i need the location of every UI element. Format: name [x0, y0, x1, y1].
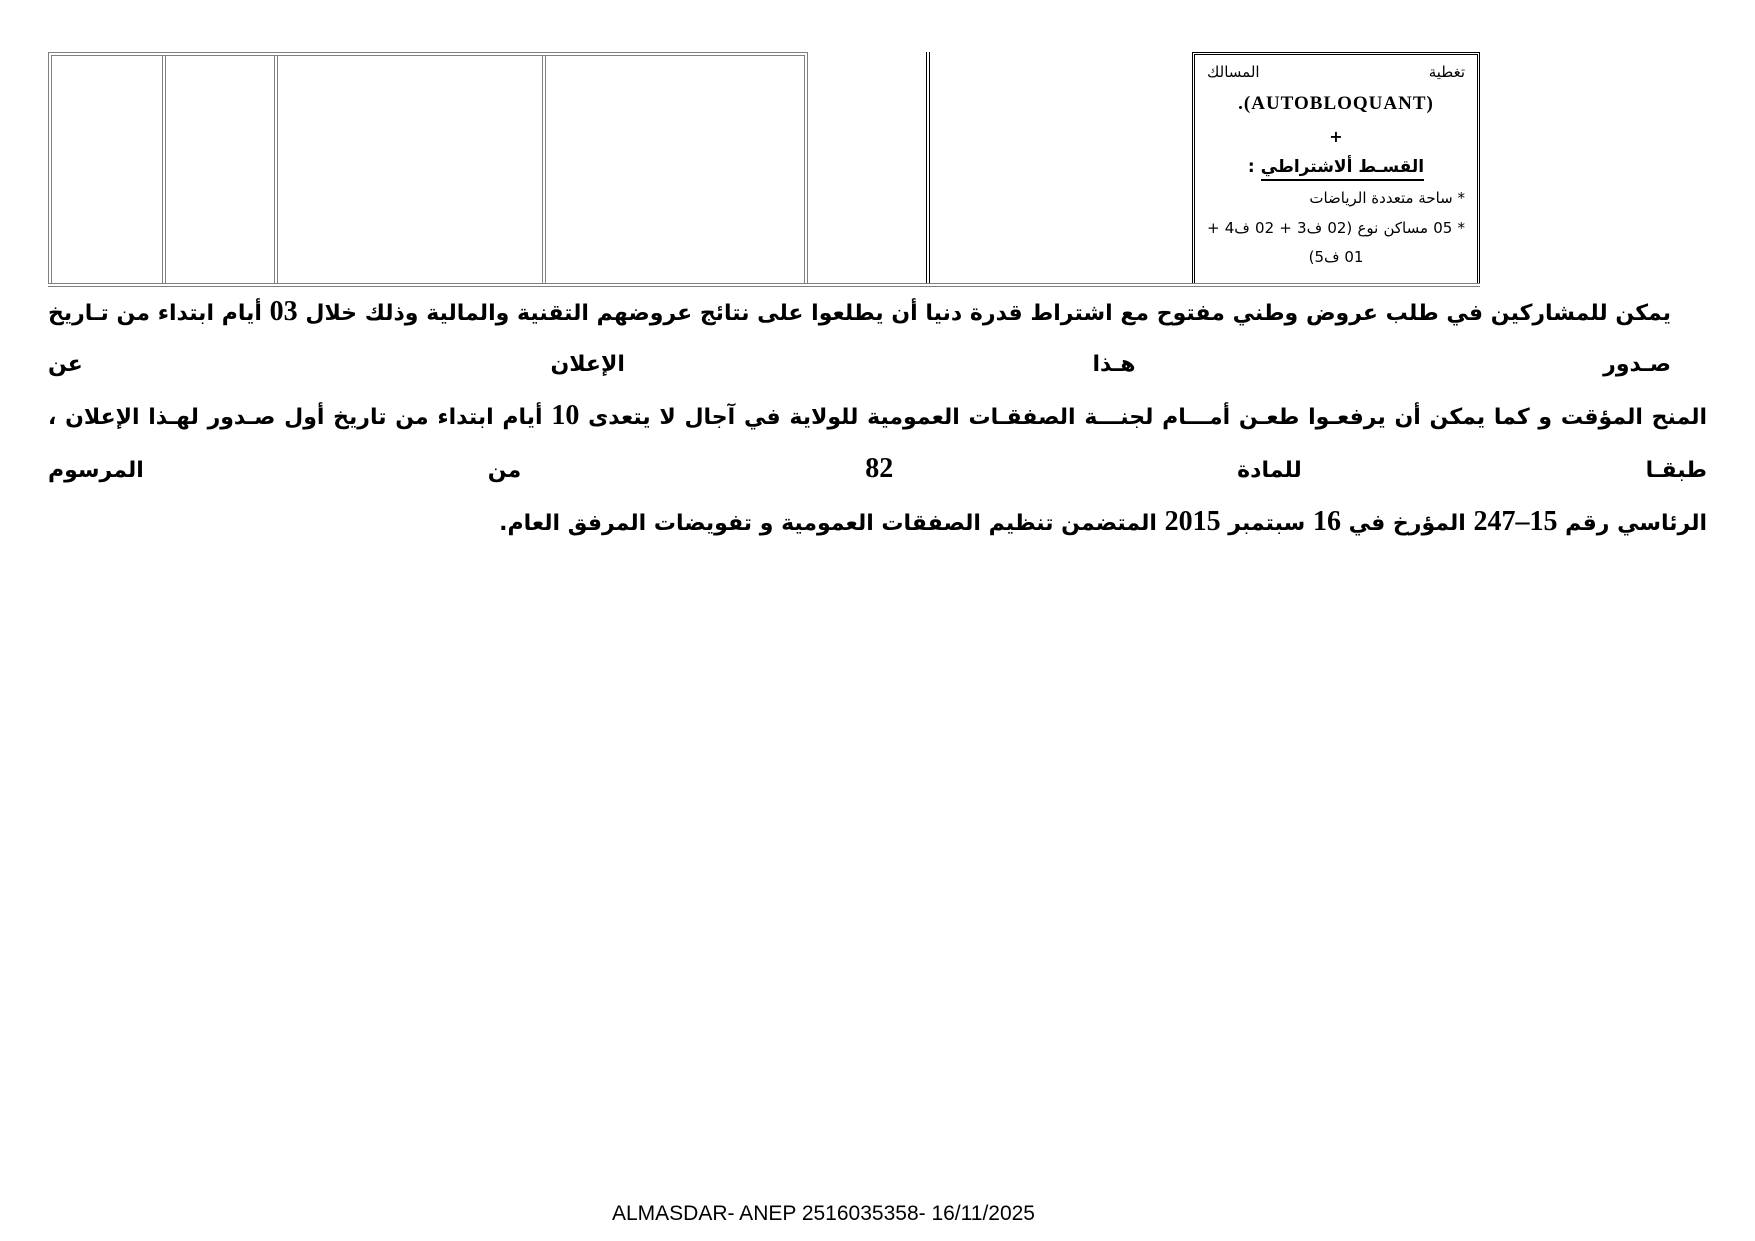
inline-number: 2015	[1164, 506, 1221, 537]
lot-coverage-word-right: تغطية	[1428, 63, 1465, 81]
paragraph-line-1: يمكن للمشاركين في طلب عروض وطني مفتوح مع اشتراط قدرة دنيا أن يطلعوا على نتائج عروضهم التقنية والمالية وذلك خلال 03 أيام ابتداء من تـاريخ صـدور هـذا الإعلان عن	[48, 296, 1672, 377]
lot-plus-sign: +	[1329, 126, 1343, 146]
lot-item-sports-area: * ساحة متعددة الرياضات	[1309, 189, 1465, 208]
paragraph-line-3: الرئاسي رقم 15–247 المؤرخ في 16 سبتمبر 2015 المتضمن تنظيم الصفقات العمومية و تفويضات المرفق العام.	[499, 506, 1707, 537]
table-column-divider	[926, 52, 930, 283]
lot-conditional-title-colon: :	[1247, 157, 1261, 178]
lot-conditional-title-text: القسـط ألاشتراطي	[1261, 157, 1424, 181]
lot-item-housing-continued: 01 ف5)	[1308, 247, 1364, 266]
lot-description-cell	[1192, 52, 1480, 283]
legal-notice-paragraph	[48, 286, 1707, 549]
table-empty-cell-3	[278, 56, 546, 283]
anep-footer-text: ALMASDAR- ANEP 2516035358- 16/11/2025	[611, 1202, 1035, 1225]
inline-number: 03	[269, 296, 298, 327]
lot-coverage-word-left: المسالك	[1207, 63, 1260, 81]
tender-lots-table	[48, 52, 1480, 287]
inline-number: 16	[1312, 506, 1341, 537]
table-empty-cell-2	[166, 56, 278, 283]
table-empty-cell-1	[52, 56, 166, 283]
lot-autobloquant-text: (AUTOBLOQUANT).	[1238, 93, 1434, 115]
table-empty-section	[48, 52, 808, 283]
inline-number: 15–247	[1473, 506, 1558, 537]
inline-number: 10	[551, 400, 580, 431]
table-empty-cell-4	[546, 56, 804, 283]
anep-footer	[0, 1202, 1755, 1226]
lot-coverage-line	[1207, 62, 1465, 82]
lot-conditional-title	[1207, 156, 1465, 179]
lot-item-housing: * 05 مساكن نوع (02 ف3 + 02 ف4 +	[1207, 218, 1465, 237]
paragraph-line-2: المنح المؤقت و كما يمكن أن يرفعـوا طعـن أمـــام لجنـــة الصفقـات العمومية للولاية في آجال لا يتعدى 10 أيام ابتداء من تاريخ أول صـدور لهـذا الإعلان ، طبقـا للمادة 82 من المرسوم	[48, 400, 1707, 484]
inline-number: 82	[865, 453, 894, 484]
